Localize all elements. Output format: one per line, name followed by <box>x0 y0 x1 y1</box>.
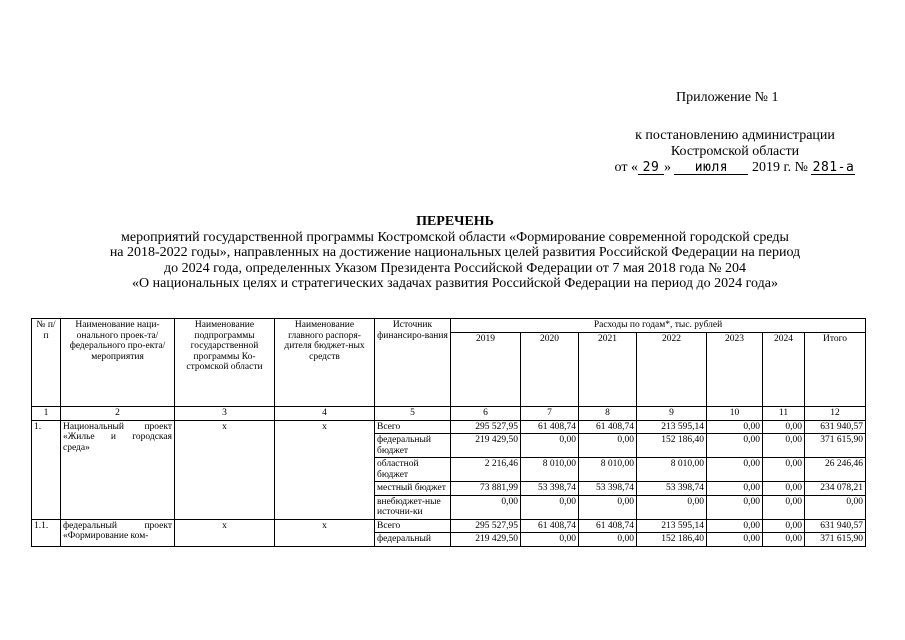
header-total: Итого <box>805 333 866 407</box>
funding-source: местный бюджет <box>375 482 451 496</box>
table-row <box>32 420 866 434</box>
total-value: 631 940,57 <box>805 519 866 533</box>
column-number-row <box>32 407 866 421</box>
year-value: 0,00 <box>763 495 805 519</box>
title-heading: ПЕРЕЧЕНЬ <box>416 214 494 229</box>
column-number: 11 <box>763 407 805 421</box>
funding-source: областной бюджет <box>375 458 451 482</box>
title-line-1: мероприятий государственной программы Костромской области «Формирование современной городской среды <box>121 229 789 245</box>
header-year: 2023 <box>707 333 763 407</box>
header-expenses: Расходы по годам*, тыс. рублей <box>451 319 866 333</box>
header-year: 2024 <box>763 333 805 407</box>
date-year: 2019 г. № <box>751 160 808 175</box>
year-value: 0,00 <box>763 533 805 547</box>
column-number: 6 <box>451 407 521 421</box>
funding-source: федеральный <box>375 533 451 547</box>
year-value: 2 216,46 <box>451 458 521 482</box>
date-month: июля <box>674 161 748 175</box>
year-value: 53 398,74 <box>579 482 637 496</box>
year-value: 0,00 <box>579 533 637 547</box>
year-value: 0,00 <box>707 420 763 434</box>
year-value: 0,00 <box>707 533 763 547</box>
year-value: 0,00 <box>707 434 763 458</box>
column-number: 2 <box>61 407 175 421</box>
year-value: 213 595,14 <box>637 519 707 533</box>
year-value: 295 527,95 <box>451 420 521 434</box>
year-value: 61 408,74 <box>521 519 579 533</box>
total-value: 0,00 <box>805 495 866 519</box>
decree-reference <box>590 128 880 176</box>
header-num: № п/п <box>32 319 61 407</box>
year-value: 219 429,50 <box>451 434 521 458</box>
header-year: 2022 <box>637 333 707 407</box>
year-value: 8 010,00 <box>637 458 707 482</box>
total-value: 234 078,21 <box>805 482 866 496</box>
year-value: 0,00 <box>763 420 805 434</box>
year-value: 0,00 <box>707 519 763 533</box>
document-title <box>60 214 850 292</box>
year-value: 0,00 <box>707 482 763 496</box>
year-value: 0,00 <box>763 519 805 533</box>
year-value: 0,00 <box>763 434 805 458</box>
year-value: 0,00 <box>763 482 805 496</box>
header-year: 2021 <box>579 333 637 407</box>
year-value: 53 398,74 <box>521 482 579 496</box>
row-number: 1. <box>32 420 61 519</box>
date-mid: » <box>663 160 671 175</box>
year-value: 8 010,00 <box>521 458 579 482</box>
funding-source: федеральный бюджет <box>375 434 451 458</box>
year-value: 0,00 <box>451 495 521 519</box>
funding-source: внебюджет-ные источни-ки <box>375 495 451 519</box>
header-source: Источник финансиро-вания <box>375 319 451 407</box>
table-row <box>32 519 866 533</box>
year-value: 0,00 <box>521 533 579 547</box>
date-day: 29 <box>638 161 664 175</box>
year-value: 219 429,50 <box>451 533 521 547</box>
year-value: 295 527,95 <box>451 519 521 533</box>
row-subprogram: x <box>175 519 275 546</box>
decree-number: 281-а <box>812 160 855 175</box>
column-number: 5 <box>375 407 451 421</box>
year-value: 61 408,74 <box>521 420 579 434</box>
year-value: 0,00 <box>763 458 805 482</box>
column-number: 10 <box>707 407 763 421</box>
total-value: 26 246,46 <box>805 458 866 482</box>
header-name: Наименование наци-онального проек-та/федерального про-екта/мероприятия <box>61 319 175 407</box>
column-number: 12 <box>805 407 866 421</box>
title-line-3: до 2024 года, определенных Указом Президента Российской Федерации от 7 мая 2018 года № 204 <box>164 260 746 276</box>
row-number: 1.1. <box>32 519 61 546</box>
header-year: 2020 <box>521 333 579 407</box>
header-subprogram: Наименование подпрограммы государственной программы Ко-стромской области <box>175 319 275 407</box>
total-value: 631 940,57 <box>805 420 866 434</box>
funding-source: Всего <box>375 420 451 434</box>
year-value: 213 595,14 <box>637 420 707 434</box>
year-value: 152 186,40 <box>637 434 707 458</box>
year-value: 0,00 <box>707 495 763 519</box>
decree-line-1: к постановлению администрации <box>635 128 835 143</box>
year-value: 0,00 <box>521 434 579 458</box>
year-value: 0,00 <box>637 495 707 519</box>
year-value: 0,00 <box>707 458 763 482</box>
row-admin: x <box>275 420 375 519</box>
row-admin: x <box>275 519 375 546</box>
column-number: 1 <box>32 407 61 421</box>
appendix-label: Приложение № 1 <box>676 90 779 105</box>
column-number: 4 <box>275 407 375 421</box>
row-subprogram: x <box>175 420 275 519</box>
year-value: 73 881,99 <box>451 482 521 496</box>
total-value: 371 615,90 <box>805 434 866 458</box>
year-value: 61 408,74 <box>579 519 637 533</box>
title-line-4: «О национальных целях и стратегических задачах развития Российской Федерации на период до 2024 года» <box>132 276 778 291</box>
measures-table <box>31 318 866 547</box>
column-number: 9 <box>637 407 707 421</box>
decree-date <box>590 160 880 176</box>
year-value: 0,00 <box>521 495 579 519</box>
header-year: 2019 <box>451 333 521 407</box>
column-number: 8 <box>579 407 637 421</box>
year-value: 0,00 <box>579 434 637 458</box>
year-value: 152 186,40 <box>637 533 707 547</box>
title-line-2: на 2018-2022 годы», направленных на достижение национальных целей развития Российской Федерации на период <box>109 245 801 260</box>
header-admin: Наименование главного распоря-дителя бюджет-ных средств <box>275 319 375 407</box>
column-number: 7 <box>521 407 579 421</box>
row-name: федеральный проект «Формирование ком- <box>61 519 175 546</box>
column-number: 3 <box>175 407 275 421</box>
year-value: 8 010,00 <box>579 458 637 482</box>
year-value: 0,00 <box>579 495 637 519</box>
year-value: 61 408,74 <box>579 420 637 434</box>
decree-line-2: Костромской области <box>670 144 800 159</box>
year-value: 53 398,74 <box>637 482 707 496</box>
funding-source: Всего <box>375 519 451 533</box>
date-prefix: от « <box>614 160 638 175</box>
total-value: 371 615,90 <box>805 533 866 547</box>
row-name: Национальный проект «Жилье и городская среда» <box>61 420 175 519</box>
